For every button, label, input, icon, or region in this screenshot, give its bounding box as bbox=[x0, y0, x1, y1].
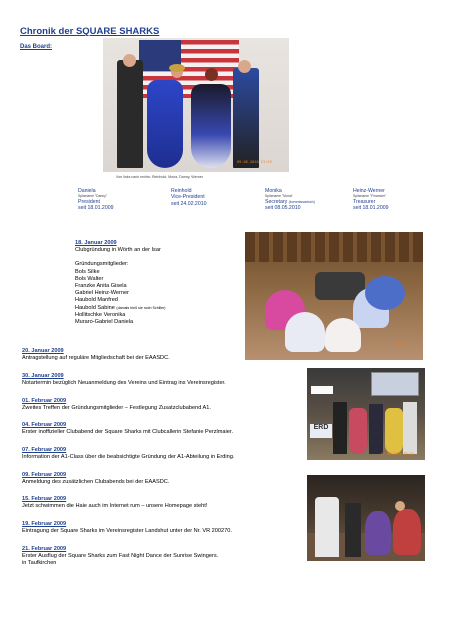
founding-photo-timestamp: 21:43 bbox=[395, 342, 406, 346]
founders-label: Gründungsmitglieder: bbox=[75, 261, 129, 268]
board-photo-caption: Von links nach rechts: Reinhold, Mona, Danny, Werner bbox=[116, 175, 203, 179]
board-member bbox=[78, 188, 113, 212]
board-member bbox=[353, 188, 388, 212]
founder-item: Haubold Sabine bbox=[75, 304, 115, 311]
member-nickname: Spitzname "Mona" bbox=[265, 194, 293, 199]
chronicle-entry bbox=[22, 422, 307, 436]
taufkirchen-dance-photo bbox=[307, 475, 425, 561]
member-since: seit 08.05.2010 bbox=[265, 205, 301, 212]
member-nickname: Spitzname "Financier" bbox=[353, 194, 387, 199]
member-role-note: (kommissarisch) bbox=[288, 199, 315, 204]
member-nickname: Spitzname "Danny" bbox=[78, 194, 108, 199]
founder-item: Hollitschke Veronika bbox=[75, 311, 126, 318]
entry-text: Eintragung der Square Sharks im Vereinsregister Landshut unter der Nr. VR 200270. bbox=[22, 528, 232, 535]
entry-date: 04. Februar 2009 bbox=[22, 422, 67, 428]
entry-text: Jetzt schwimmen die Haie auch im Internet rum – unsere Homepage steht! bbox=[22, 503, 208, 510]
entry-text: Antragstellung auf reguläre Mitgliedschaft bei der EAASDC. bbox=[22, 355, 170, 362]
entry-text: Anmeldung des zusätzlichen Clubabends bei der EAASDC. bbox=[22, 479, 170, 486]
erding-group-photo bbox=[307, 368, 425, 460]
member-role: Secretary bbox=[265, 198, 288, 205]
entry-date: 30. Januar 2009 bbox=[22, 373, 64, 379]
board-member bbox=[265, 188, 315, 212]
erding-sign: ERD bbox=[310, 424, 332, 438]
member-role: President bbox=[78, 198, 100, 205]
entry-date: 19. Februar 2009 bbox=[22, 521, 67, 527]
member-since: seit 18.01.2009 bbox=[353, 205, 389, 212]
entry-text: Zweites Treffen der Gründungsmitglieder – Festlegung Zusatzclubabend A1. bbox=[22, 405, 211, 412]
entry-text: in Taufkirchen bbox=[22, 560, 57, 567]
person-mona bbox=[147, 80, 183, 168]
founding-entry bbox=[75, 240, 240, 326]
entry-text: Clubgründung in Wörth an der Isar bbox=[75, 247, 161, 254]
chronicle-entry bbox=[22, 521, 307, 535]
founder-item: Haubold Manfred bbox=[75, 297, 118, 304]
chronicle-entry bbox=[22, 447, 307, 461]
member-role: Vice-President bbox=[171, 194, 205, 201]
member-name: Reinhold bbox=[171, 188, 192, 194]
board-label: Das Board: bbox=[20, 44, 53, 50]
chronicle-entry bbox=[22, 398, 302, 412]
entry-date: 09. Februar 2009 bbox=[22, 472, 67, 478]
member-name: Daniela bbox=[78, 188, 96, 194]
chronicle-entry bbox=[22, 472, 302, 486]
member-name: Heinz-Werner bbox=[353, 188, 385, 194]
person-danny bbox=[191, 84, 231, 168]
entry-date: 01. Februar 2009 bbox=[22, 398, 67, 404]
founder-item: Bols Walter bbox=[75, 275, 104, 282]
founder-item: Franzke Anita Gisela bbox=[75, 283, 127, 290]
entry-date: 07. Februar 2009 bbox=[22, 447, 67, 453]
board-photo-timestamp: 09.06.2010 21:29 bbox=[237, 160, 272, 164]
founding-group-photo bbox=[245, 232, 423, 360]
erding-photo-timestamp: 07.08.2009 20:42 bbox=[381, 452, 414, 456]
founder-item: Bols Silke bbox=[75, 268, 100, 275]
entry-text: Erster inoffizieller Clubabend der Square Sharks mit Clubcallerin Stefanie Perzlmaier. bbox=[22, 429, 234, 436]
entry-date: 15. Februar 2009 bbox=[22, 496, 67, 502]
founder-item: Muraro-Gabriel Daniela bbox=[75, 319, 134, 326]
member-role: Treasurer bbox=[353, 198, 376, 205]
entry-text: Erster Ausflug der Square Sharks zum Fast Night Dance der Sunrise Swingers. bbox=[22, 553, 219, 560]
chronicle-entry bbox=[22, 546, 307, 568]
board-member bbox=[171, 188, 206, 207]
member-since: seit 18.01.2009 bbox=[78, 205, 114, 212]
entry-date: 20. Januar 2009 bbox=[22, 348, 64, 354]
founder-note: (damals hieß sie noch Schiller) bbox=[116, 305, 166, 310]
member-since: seit 24.02.2010 bbox=[171, 200, 207, 207]
entry-date: 21. Februar 2009 bbox=[22, 546, 67, 552]
chronicle-entry bbox=[22, 348, 302, 362]
entry-text: Notartermin bezüglich Neuanmeldung des Vereins und Eintrag ins Vereinsregister. bbox=[22, 380, 226, 387]
chronicle-entry bbox=[22, 496, 302, 510]
board-photo bbox=[103, 38, 289, 172]
entry-date: 18. Januar 2009 bbox=[75, 240, 117, 246]
person-werner bbox=[233, 68, 259, 168]
entry-text: Information der A1-Class über die beabsichtigte Gründung der A1-Abteilung in Erding. bbox=[22, 454, 235, 461]
person-reinhold bbox=[117, 60, 143, 168]
member-name: Monika bbox=[265, 188, 282, 194]
founder-item: Gabriel Heinz-Werner bbox=[75, 290, 129, 297]
page-title: Chronik der SQUARE SHARKS bbox=[20, 26, 160, 37]
chronicle-entry bbox=[22, 373, 322, 387]
